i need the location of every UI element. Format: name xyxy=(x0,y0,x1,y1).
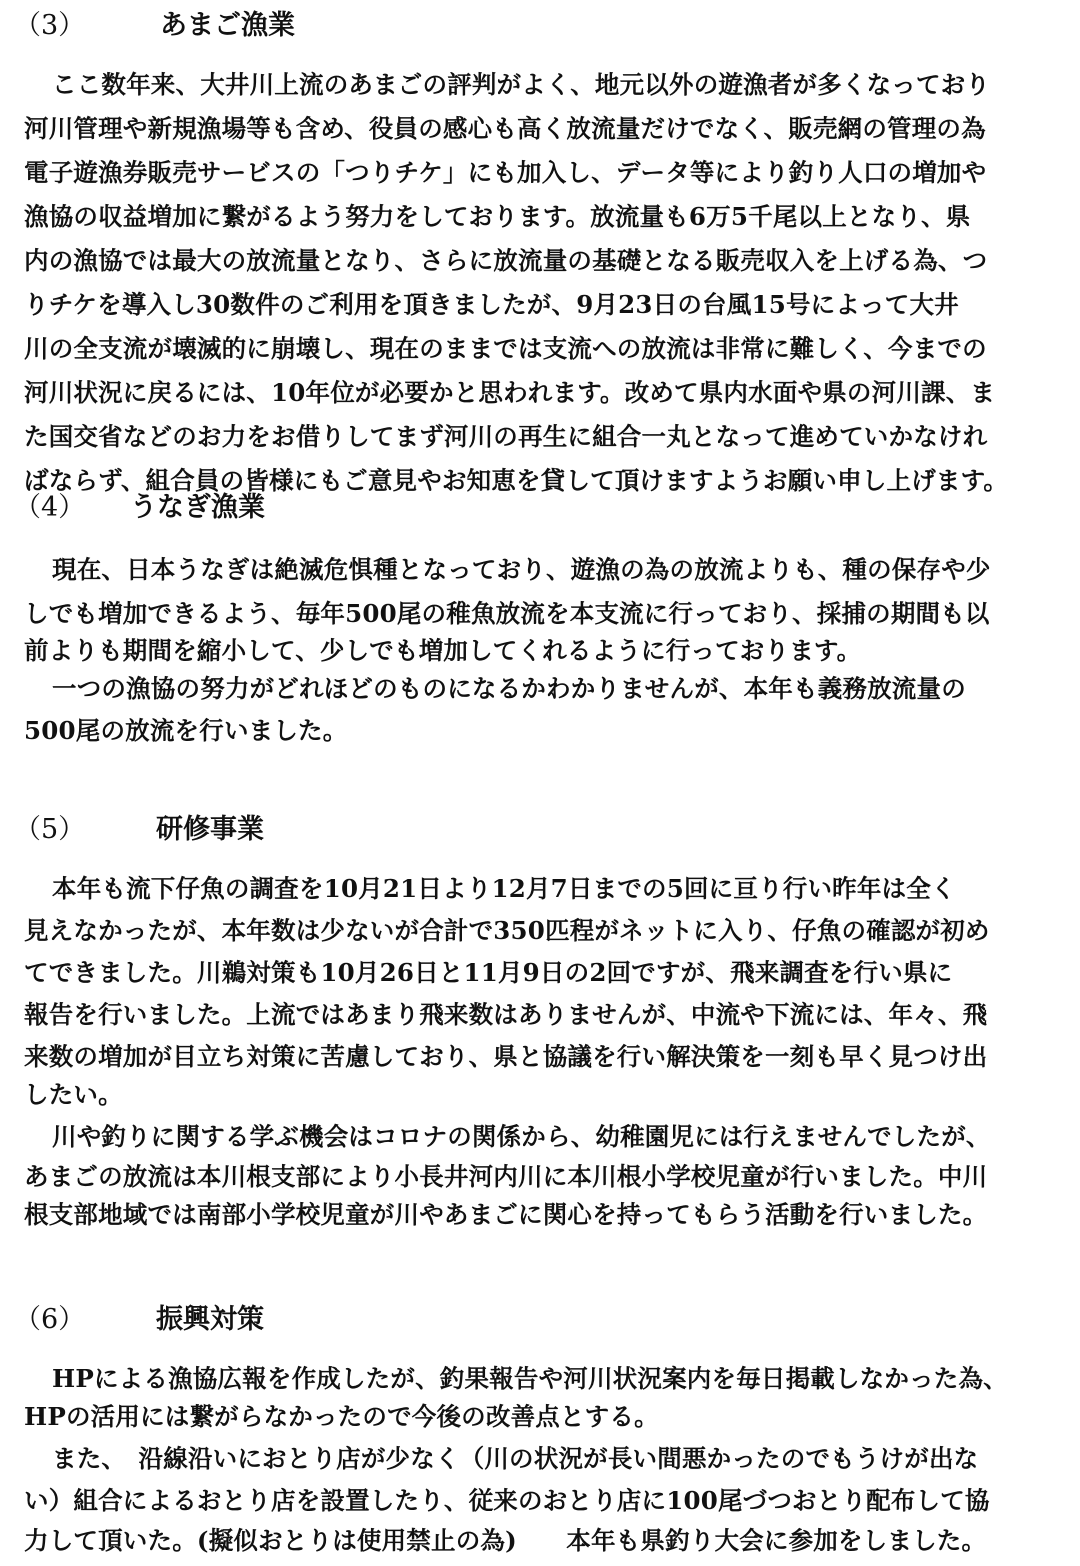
paragraph-line: あまごの放流は本川根支部により小長井河内川に本川根小学校児童が行いました。中川 xyxy=(24,1162,988,1191)
section-title: うなぎ漁業 xyxy=(130,492,265,523)
paragraph-line: てできました。川鵜対策も10月26日と11月9日の2回ですが、飛来調査を行い県に xyxy=(24,958,953,987)
section-number: （6） xyxy=(14,1304,86,1335)
paragraph-line: 川の全支流が壊滅的に崩壊し、現在のままでは支流への放流は非常に難しく、今までの xyxy=(24,334,987,363)
paragraph-line: 河川管理や新規漁場等も含め、役員の感心も高く放流量だけでなく、販売網の管理の為 xyxy=(24,114,986,143)
paragraph-line: 川や釣りに関する学ぶ機会はコロナの関係から、幼稚園児には行えませんでしたが、 xyxy=(52,1122,991,1151)
paragraph-line: また、 沿線沿いにおとり店が少なく（川の状況が長い間悪かったのでもうけが出な xyxy=(52,1444,979,1473)
section-title: 振興対策 xyxy=(156,1304,264,1335)
section-4-heading xyxy=(14,490,265,526)
paragraph-line: 見えなかったが、本年数は少ないが合計で350匹程がネットに入り、仔魚の確認が初め xyxy=(24,916,990,945)
paragraph-line: 来数の増加が目立ち対策に苦慮しており、県と協議を行い解決策を一刻も早く見つけ出 xyxy=(24,1042,988,1071)
paragraph-line: 河川状況に戻るには、10年位が必要かと思われます。改めて県内水面や県の河川課、ま xyxy=(24,378,996,407)
paragraph-line: 一つの漁協の努力がどれほどのものになるかわかりませんが、本年も義務放流量の xyxy=(52,674,966,703)
section-number: （3） xyxy=(14,10,86,41)
paragraph-line: 力して頂いた。(擬似おとりは使用禁止の為) 本年も県釣り大会に参加をしました。 xyxy=(24,1526,987,1555)
paragraph-line: 現在、日本うなぎは絶滅危惧種となっており、遊漁の為の放流よりも、種の保存や少 xyxy=(52,555,991,584)
paragraph-line: したい。 xyxy=(24,1080,123,1109)
paragraph-line: 報告を行いました。上流ではあまり飛来数はありませんが、中流や下流には、年々、飛 xyxy=(24,1000,988,1029)
paragraph-line: 本年も流下仔魚の調査を10月21日より12月7日までの5回に亘り行い昨年は全く xyxy=(52,874,956,903)
section-title: あまご漁業 xyxy=(160,10,295,41)
section-6-heading xyxy=(14,1302,264,1338)
paragraph-line: 根支部地域では南部小学校児童が川やあまごに関心を持ってもらう活動を行いました。 xyxy=(24,1200,988,1229)
paragraph-line: 電子遊漁券販売サービスの「つりチケ」にも加入し、データ等により釣り人口の増加や xyxy=(24,158,987,187)
paragraph-line: い）組合によるおとり店を設置したり、従来のおとり店に100尾づつおとり配布して協 xyxy=(24,1486,990,1515)
section-3-heading xyxy=(14,8,295,44)
paragraph-line: HPの活用には繋がらなかったので今後の改善点とする。 xyxy=(24,1402,659,1431)
paragraph-line: 漁協の収益増加に繋がるよう努力をしております。放流量も6万5千尾以上となり、県 xyxy=(24,202,971,231)
paragraph-line: ばならず、組合員の皆様にもご意見やお知恵を貸して頂けますようお願い申し上げます。 xyxy=(24,466,1009,495)
paragraph-line: HPによる漁協広報を作成したが、釣果報告や河川状況案内を毎日掲載しなかった為、 xyxy=(52,1364,1008,1393)
section-number: （4） xyxy=(14,492,86,523)
section-number: （5） xyxy=(14,814,86,845)
paragraph-line: 前よりも期間を縮小して、少しでも増加してくれるように行っております。 xyxy=(24,636,862,665)
paragraph-line: た国交省などのお力をお借りしてまず河川の再生に組合一丸となって進めていかなけれ xyxy=(24,422,988,451)
paragraph-line: しでも増加できるよう、毎年500尾の稚魚放流を本支流に行っており、採捕の期間も以 xyxy=(24,599,990,628)
paragraph-line: 内の漁協では最大の放流量となり、さらに放流量の基礎となる販売収入を上げる為、つ xyxy=(24,246,988,275)
paragraph-line: りチケを導入し30数件のご利用を頂きましたが、9月23日の台風15号によって大井 xyxy=(24,290,959,319)
paragraph-line: ここ数年来、大井川上流のあまごの評判がよく、地元以外の遊漁者が多くなっており xyxy=(52,70,991,99)
section-title: 研修事業 xyxy=(156,814,264,845)
section-5-heading xyxy=(14,812,264,848)
paragraph-line: 500尾の放流を行いました。 xyxy=(24,716,348,745)
